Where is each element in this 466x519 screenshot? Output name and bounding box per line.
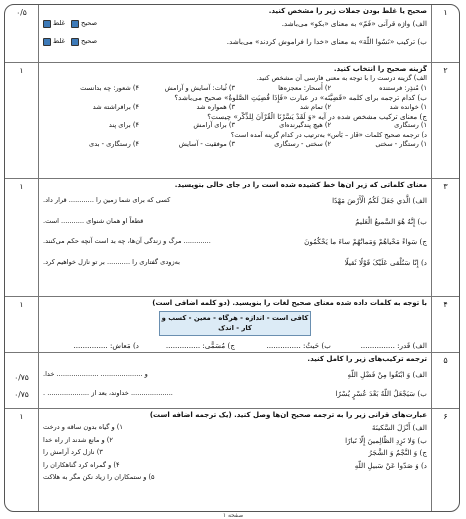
option[interactable]: ۱) مُنذِر: فرستنده — [331, 84, 427, 93]
vocab-blank[interactable]: الف) قَدر: ............... — [331, 341, 427, 350]
vocab-blank[interactable]: ج) مُسَمًّى: ............... — [139, 341, 235, 350]
option[interactable]: ۴) رستگاری - بدی — [43, 140, 139, 149]
section-5 — [5, 353, 459, 409]
question-score: ۰/۵ — [5, 5, 39, 62]
question-score: ۱ — [5, 179, 39, 296]
blank-translation-c[interactable]: ............. مرگ و زندگی آن‌ها، چه بد است آنچه حکم می‌کنند. — [43, 237, 211, 246]
question-number: ۳ — [431, 179, 459, 296]
blank-translation-a[interactable]: کسی که برای شما زمین را ............ قرار داد. — [43, 196, 170, 205]
option[interactable]: ۲) تمام شد — [235, 103, 331, 112]
false-checkbox-a[interactable]: غلط — [43, 19, 65, 28]
section-1 — [5, 5, 459, 63]
question-number: ۴ — [431, 297, 459, 352]
option[interactable]: ۲) سختی - رستگاری — [235, 140, 331, 149]
verse-a[interactable]: الف) أَنْزَلَ السَّکینَةَ — [372, 423, 427, 432]
sub-question-b: ب) کدام ترجمه برای کلمه «قَضِیَّتَه» در عبارت «فَإِذَا قُضِیَتِ الصَّلوةُ» صحیح می‌باشد؟ — [43, 93, 427, 102]
blank-translation-b[interactable]: .................... خداوند، بعد از .................... . — [43, 389, 173, 398]
section-2 — [5, 63, 459, 179]
verse-b: ب) سَیَجْعَلُ اللّهُ بَعْدَ عُسْرٍ یُسْرًا — [336, 389, 427, 398]
checkbox-icon — [43, 20, 51, 28]
section-6 — [5, 409, 459, 512]
option[interactable]: ۳) موفقیت - آسایش — [139, 140, 235, 149]
option[interactable]: ۱) رستگار - سختی — [331, 140, 427, 149]
options-c — [43, 121, 427, 130]
translation-option[interactable]: ۲) و مانع شدند از راه خدا — [43, 436, 113, 445]
question-text: عبارت‌های قرآنی زیر را به ترجمه صحیح آن‌ها وصل کنید. (یک ترجمه اضافه است) — [43, 411, 427, 420]
sub-question-d: د) ترجمه صحیح کلمات «فَاز – بَأس» به‌ترتیب در کدام گزینه آمده است؟ — [43, 131, 427, 140]
question-text: معنای کلماتی که زیر آن‌ها خط کشیده شده است را در جای خالی بنویسید. — [43, 181, 427, 190]
question-score: ۱ — [5, 63, 39, 178]
checkbox-icon — [43, 38, 51, 46]
verse-c[interactable]: ج) وَ النَّجْمُ وَ الشَّجَرُ — [368, 448, 427, 457]
question-number: ۱ — [431, 5, 459, 62]
option[interactable]: ۲) هیچ پندگیرنده‌ای — [235, 121, 331, 130]
statement-b: ب) ترکیب «نَسُوا اللّهَ» به معنای «خدا را فراموش کردند» می‌باشد. — [227, 37, 427, 46]
translation-option[interactable]: ۳) نازل کرد آرامش را — [43, 448, 103, 457]
section-4 — [5, 297, 459, 353]
sub-question-c: ج) معنای ترکیب مشخص شده در آیه «وَ لَقَدْ یَسَّرْنَا الْقُرْآنَ لِلذِّکْرِ» چیست؟ — [43, 112, 427, 121]
option[interactable]: ۴) برافراشته شد — [43, 103, 139, 112]
question-score: ۰/۷۵ — [5, 373, 38, 382]
question-text: با توجه به کلمات داده شده معنای صحیح لغات را بنویسید. (دو کلمه اضافی است) — [43, 299, 427, 308]
false-checkbox-b[interactable]: غلط — [43, 37, 65, 46]
options-a — [43, 84, 427, 93]
option[interactable]: ۳) همواره شد — [139, 103, 235, 112]
option[interactable]: ۳) ثُبات: آسایش و آرامش — [139, 84, 235, 93]
question-text: ترجمه ترکیب‌های زیر را کامل کنید. — [43, 355, 427, 364]
blank-translation-a[interactable]: و .................... .................... خدا. — [43, 370, 148, 379]
verse-b: ب) إِنَّهُ هُوَ السَّمیعُ الْعَلیمُ — [355, 217, 427, 226]
sub-question-a: الف) گزینه درست را با توجه به معنی فارسی آن مشخص کنید. — [43, 74, 427, 83]
verse-b[interactable]: ب) وَلا تَزِدِ الظّالِمینَ إِلّا تَبارًا — [345, 436, 427, 445]
checkbox-icon — [71, 38, 79, 46]
verse-a: الف) وَ ابْتَغُوا مِنْ فَضْلِ اللّهِ — [347, 370, 427, 379]
question-number: ۲ — [431, 63, 459, 178]
section-3 — [5, 179, 459, 297]
true-checkbox-a[interactable]: صحیح — [71, 19, 97, 28]
question-score-column — [5, 353, 39, 408]
translation-option[interactable]: ۵) و ستمکاران را زیاد نکن مگر به هلاکت — [43, 473, 155, 482]
vocab-blanks — [43, 341, 427, 350]
question-number: ۶ — [431, 409, 459, 512]
translation-option[interactable]: ۴) و گمراه کرد گناهکاران را — [43, 461, 120, 470]
verse-d[interactable]: د) وَ صَدّوا عَنْ سَبیلِ اللّهِ — [355, 461, 427, 470]
question-score: ۰/۷۵ — [5, 390, 38, 399]
question-number: ۵ — [431, 353, 459, 408]
option[interactable]: ۴) شعور: چه بدانست — [43, 84, 139, 93]
blank-translation-d[interactable]: به‌زودی گفتاری را ........... بر تو نازل خواهیم کرد. — [43, 258, 180, 267]
vocab-blank[interactable]: د) مَعاش: ............... — [43, 341, 139, 350]
option[interactable]: ۲) أَسحار: معجزه‌ها — [235, 84, 331, 93]
verse-d: د) إِنّا سَنُلْقی عَلَیْکَ قَوْلًا ثَقیلًا — [345, 258, 427, 267]
option[interactable]: ۴) برای پند — [43, 121, 139, 130]
option[interactable]: ۱) خوانده شد — [331, 103, 427, 112]
page-footer: صفحه ۱ — [0, 512, 466, 518]
verse-c: ج) سَواءً مَحْیاهُمْ وَمَماتُهُمْ ساءَ ما یَحْکُمُونَ — [304, 237, 427, 246]
option[interactable]: ۳) برای آرامش — [139, 121, 235, 130]
question-text: گزینه صحیح را انتخاب کنید. — [43, 65, 427, 74]
blank-translation-b[interactable]: قطعاً او همان شنوای ........... است. — [43, 217, 143, 226]
checkbox-icon — [71, 20, 79, 28]
statement-a: الف) واژه قرآنی «فَمّ» به معنای «بکو» می‌باشد. — [282, 19, 427, 28]
question-score: ۱ — [5, 297, 39, 352]
word-bank: کافی است - اندازه - هرگاه - معین - کسب و کار - اندک — [159, 311, 311, 336]
vocab-blank[interactable]: ب) حَیثُ: ............... — [235, 341, 331, 350]
options-b — [43, 103, 427, 112]
option[interactable]: ۱) رستگاری — [331, 121, 427, 130]
true-checkbox-b[interactable]: صحیح — [71, 37, 97, 46]
verse-a: الف) الَّذي جَعَلَ لَکُمُ الْأَرْضَ مَهْدًا — [332, 196, 427, 205]
question-score: ۱ — [5, 409, 39, 512]
exam-sheet — [4, 4, 460, 512]
translation-option[interactable]: ۱) و گیاه بدون ساقه و درخت — [43, 423, 123, 432]
question-text: صحیح یا غلط بودن جملات زیر را مشخص کنید. — [43, 7, 427, 16]
options-d — [43, 140, 427, 149]
